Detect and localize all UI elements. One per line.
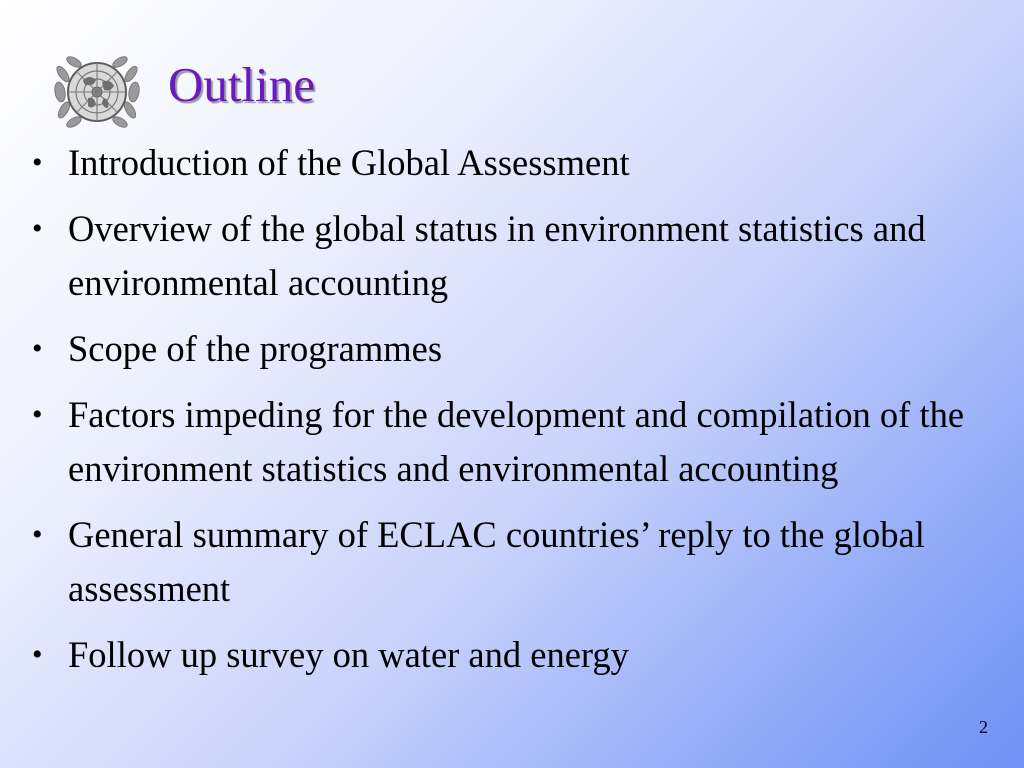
bullet-text: Follow up survey on water and energy (68, 634, 629, 675)
bullet-marker: • (32, 638, 43, 671)
bullet-marker: • (32, 398, 43, 431)
bullet-marker: • (32, 332, 43, 365)
slide-title: Outline (168, 57, 315, 112)
un-emblem-icon (50, 52, 144, 132)
bullet-marker: • (32, 518, 43, 551)
bullet-list (28, 136, 1018, 694)
bullet-text: Scope of the programmes (68, 328, 443, 369)
page-number: 2 (979, 717, 988, 737)
bullet-marker: • (32, 212, 43, 245)
list-item (28, 388, 1018, 496)
bullet-marker: • (32, 146, 43, 179)
list-item (28, 136, 1018, 190)
bullet-text: Overview of the global status in environment statistics and environmental accounting (68, 208, 926, 303)
bullet-text: Factors impeding for the development and compilation of the environment statistics and environmental accounting (68, 394, 965, 489)
list-item (28, 202, 1018, 310)
list-item (28, 508, 1018, 616)
list-item (28, 322, 1018, 376)
bullet-text: General summary of ECLAC countries’ reply to the global assessment (68, 514, 925, 609)
list-item (28, 628, 1018, 682)
bullet-text: Introduction of the Global Assessment (68, 142, 630, 183)
